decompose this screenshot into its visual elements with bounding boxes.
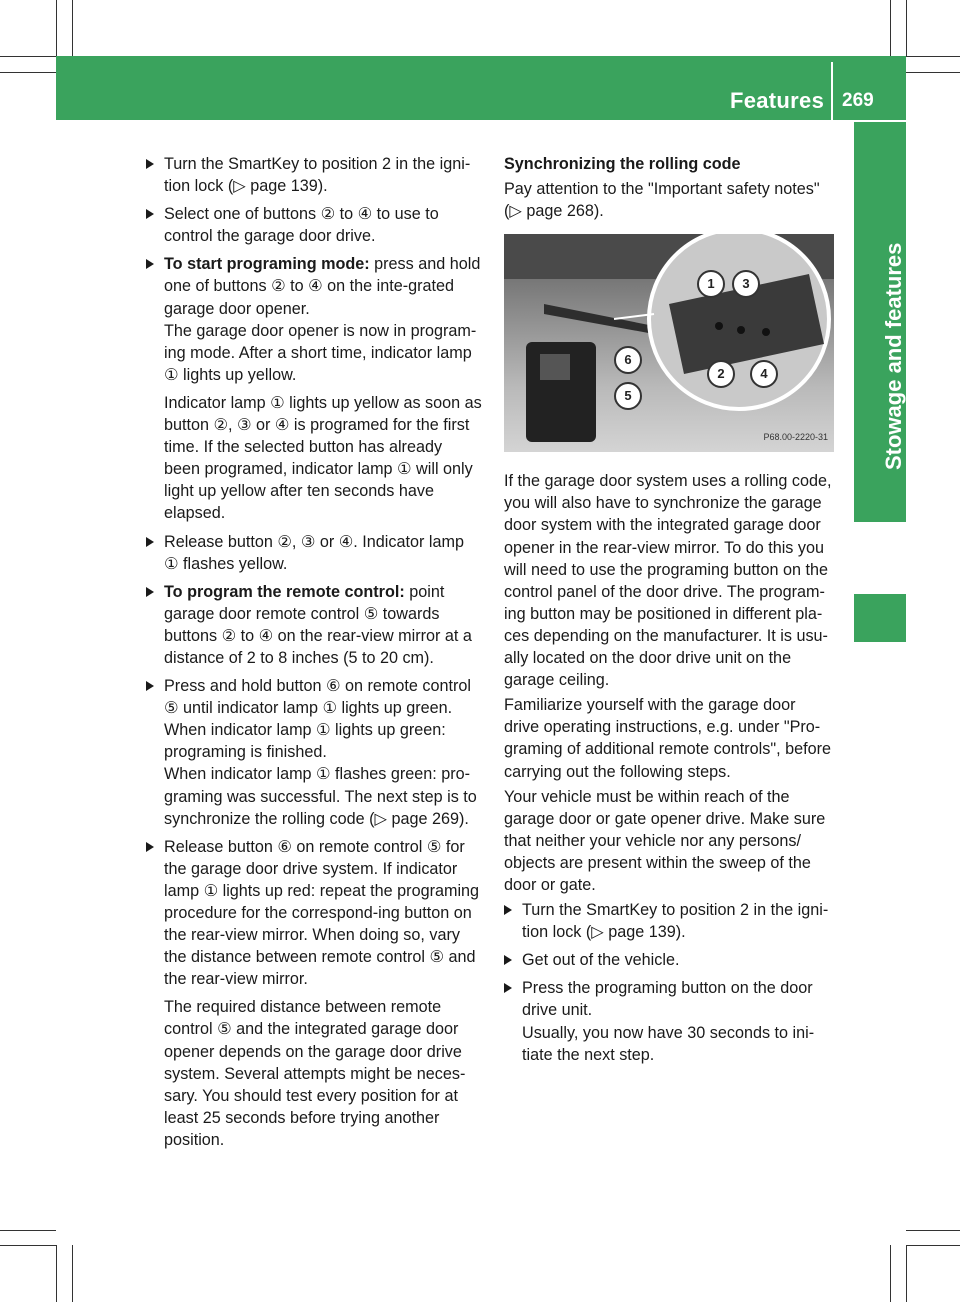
- step-text: When indicator lamp ① flashes green: pro-graming was successful. The next step is to synchronize the rolling code (▷ page 269).: [164, 765, 477, 828]
- step-text: Release button ⑥ on remote control ⑤ for the garage door drive system. If indicator lamp ① lights up red: repeat the programing procedure for the correspond-ing button on the rear-view mirror. When doing so, vary the distance between remote control ⑤ and the rear-view mirror.: [164, 837, 480, 989]
- instruction-step: [146, 836, 482, 991]
- instruction-step: [146, 531, 482, 575]
- header-divider: [831, 62, 833, 120]
- intro-paragraph: Pay attention to the "Important safety notes" (▷ page 268).: [504, 180, 820, 221]
- instruction-step: [146, 253, 482, 319]
- crop-mark: [72, 1245, 73, 1302]
- step-arrow-icon: [504, 955, 512, 965]
- callout-5: 5: [614, 382, 642, 410]
- crop-mark: [0, 72, 56, 73]
- step-arrow-icon: [146, 209, 154, 219]
- instruction-step: [504, 949, 834, 971]
- step-text: Select one of buttons ② to ④ to use to control the garage door drive.: [164, 205, 439, 246]
- step-arrow-icon: [146, 587, 154, 597]
- step-text: point garage door remote control ⑤ towards buttons ② to ④ on the rear-view mirror at a distance of 2 to 8 inches (5 to 20 cm).: [164, 582, 472, 667]
- crop-mark: [906, 72, 960, 73]
- step-arrow-icon: [146, 537, 154, 547]
- rear-view-mirror-figure: [504, 234, 834, 452]
- crop-mark: [906, 0, 907, 56]
- left-column: [146, 153, 482, 1157]
- body-paragraph: If the garage door system uses a rolling code, you will also have to synchronize the garage door system with the integrated garage door opener in the rear-view mirror. To do this you will need to use the programing button on the control panel of the door drive. The program-ing button may be positioned in different pla-ces depending on the manufacturer. It is usu-ally located on the door drive unit on the garage ceiling.: [504, 472, 832, 690]
- step-text: Usually, you now have 30 seconds to ini-tiate the next step.: [522, 1023, 815, 1064]
- mirror-illustration: [504, 234, 834, 452]
- crop-mark: [890, 1245, 891, 1302]
- step-text: Get out of the vehicle.: [522, 951, 680, 970]
- step-continuation: [146, 320, 482, 386]
- section-heading: Synchronizing the rolling code: [504, 155, 741, 173]
- step-text: The required distance between remote control ⑤ and the integrated garage door opener depends on the garage door drive system. Several attempts might be neces-sary. You should test every position for at least 25 seconds before trying another position.: [164, 998, 466, 1149]
- instruction-step: [146, 203, 482, 247]
- step-continuation: [146, 996, 482, 1151]
- crop-mark: [0, 1245, 56, 1246]
- figure-code: P68.00-2220-31: [763, 432, 828, 443]
- instruction-step: [146, 675, 482, 763]
- step-text: press and hold one of buttons ② to ④ on the inte-grated garage door opener.: [164, 255, 481, 318]
- right-column: [504, 153, 834, 1072]
- instruction-step: [146, 581, 482, 669]
- callout-1: 1: [697, 270, 725, 298]
- step-label: To program the remote control:: [164, 582, 405, 601]
- crop-mark: [0, 56, 56, 57]
- callout-6: 6: [614, 346, 642, 374]
- crop-mark: [56, 1245, 57, 1302]
- instruction-step: [146, 153, 482, 197]
- crop-mark: [0, 1230, 56, 1231]
- section-title: Features: [730, 88, 825, 113]
- step-label: To start programing mode:: [164, 255, 370, 274]
- instruction-step: [504, 899, 834, 943]
- callout-2: 2: [707, 360, 735, 388]
- step-arrow-icon: [146, 159, 154, 169]
- step-text: The garage door opener is now in program-ing mode. After a short time, indicator lamp ① lights up yellow.: [164, 321, 477, 384]
- step-continuation: [146, 392, 482, 525]
- step-text: Release button ②, ③ or ④. Indicator lamp ① flashes yellow.: [164, 532, 464, 573]
- step-arrow-icon: [146, 681, 154, 691]
- step-arrow-icon: [146, 842, 154, 852]
- crop-mark: [906, 56, 960, 57]
- callout-4: 4: [750, 360, 778, 388]
- instruction-step: [504, 977, 834, 1021]
- callout-3: 3: [732, 270, 760, 298]
- crop-mark: [906, 1230, 960, 1231]
- crop-mark: [72, 0, 73, 56]
- step-text: Indicator lamp ① lights up yellow as soon as button ②, ③ or ④ is programed for the first time. If the selected button has already been programed, indicator lamp ① will only light up yellow after ten seconds have elapsed.: [164, 393, 482, 523]
- step-arrow-icon: [146, 259, 154, 269]
- crop-mark: [56, 0, 57, 56]
- step-text: Press and hold button ⑥ on remote control ⑤ until indicator lamp ① lights up green. When indicator lamp ① lights up green: programing is finished.: [164, 677, 471, 762]
- crop-mark: [906, 1245, 960, 1246]
- step-continuation: [146, 763, 482, 829]
- step-arrow-icon: [504, 983, 512, 993]
- chapter-marker: [854, 594, 906, 642]
- step-text: Turn the SmartKey to position 2 in the igni-tion lock (▷ page 139).: [522, 901, 829, 942]
- chapter-tab-label: Stowage and features: [881, 242, 906, 470]
- body-paragraph: Your vehicle must be within reach of the garage door or gate opener drive. Make sure that neither your vehicle nor any persons/ objects are present within the sweep of the door or gate.: [504, 787, 826, 894]
- crop-mark: [890, 0, 891, 56]
- body-paragraph: Familiarize yourself with the garage door drive operating instructions, e.g. under "Pro-graming of additional remote controls", before carrying out the following steps.: [504, 696, 831, 781]
- step-text: Turn the SmartKey to position 2 in the igni-tion lock (▷ page 139).: [164, 155, 471, 196]
- step-arrow-icon: [504, 905, 512, 915]
- page-number: 269: [842, 90, 874, 111]
- step-continuation: [504, 1022, 834, 1066]
- crop-mark: [906, 1245, 907, 1302]
- step-text: Press the programing button on the door drive unit.: [522, 979, 813, 1020]
